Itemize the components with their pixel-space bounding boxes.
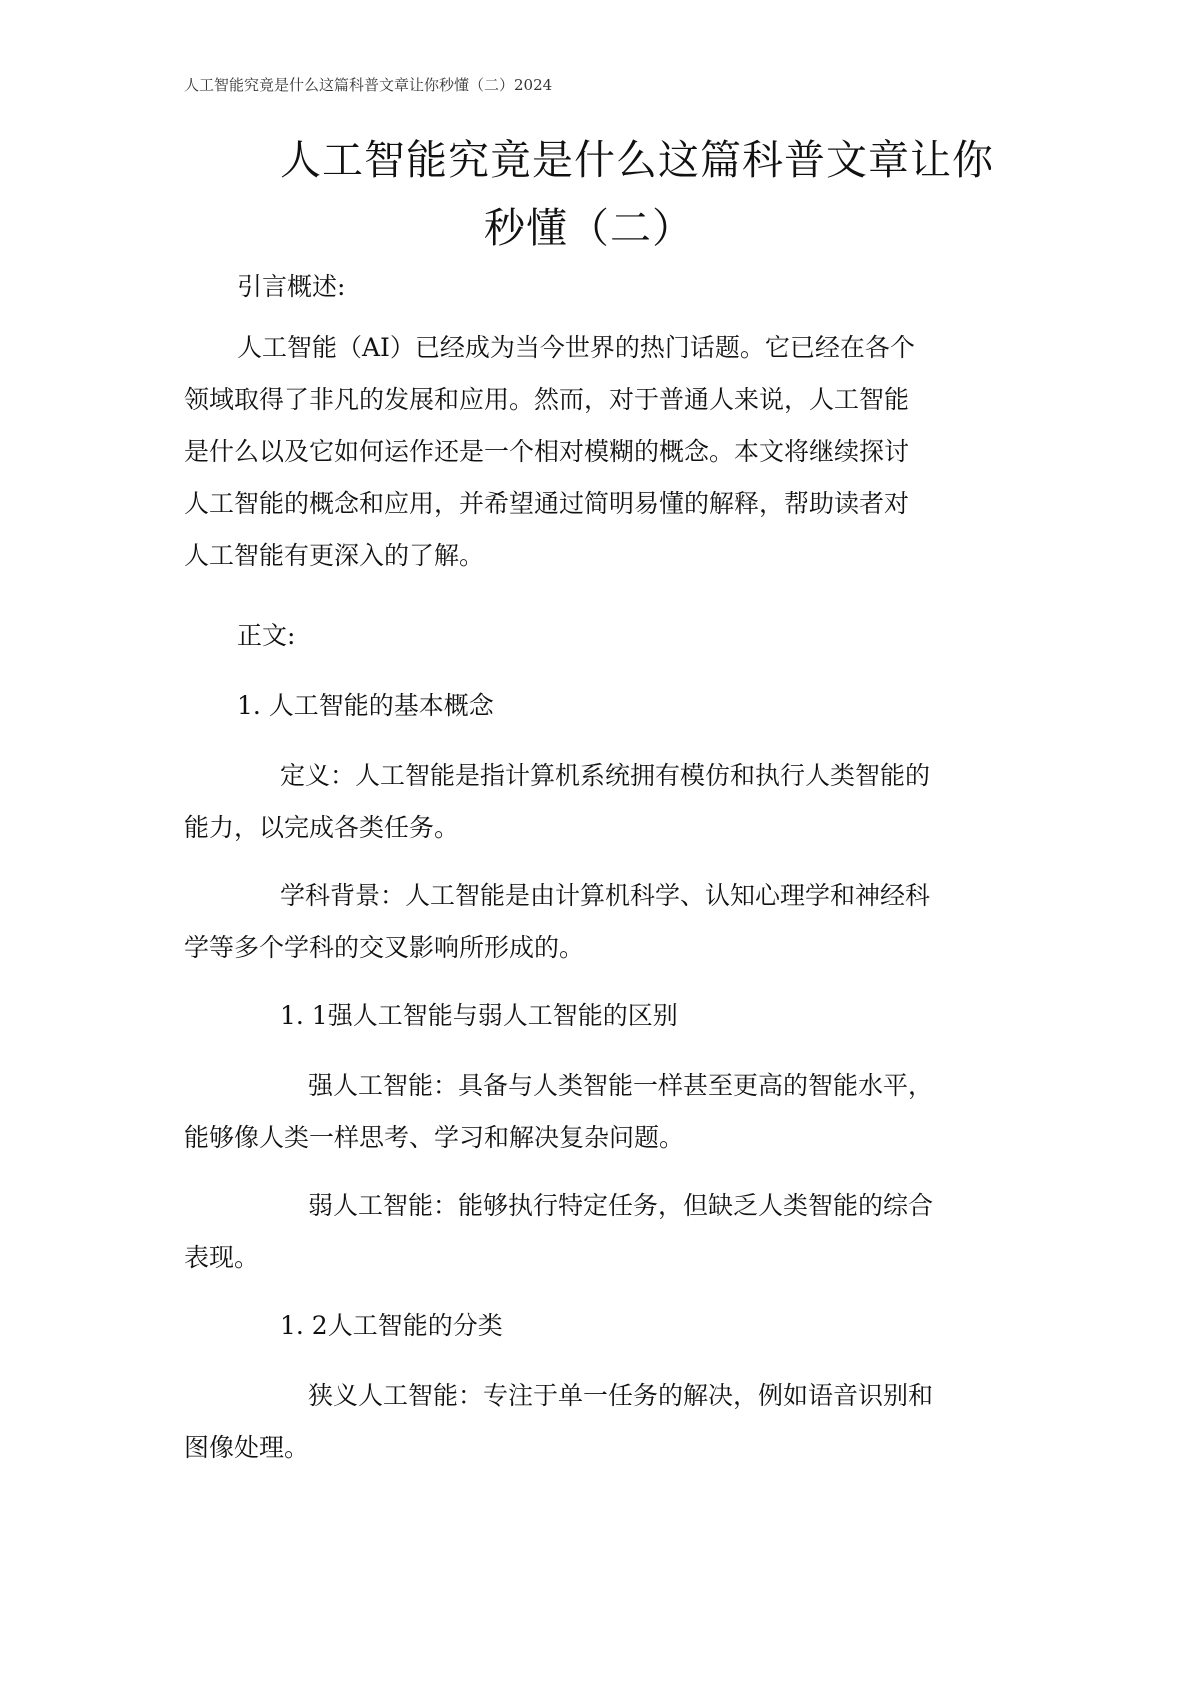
intro-line-5: 人工智能有更深入的了解。 [184, 541, 485, 570]
narrow-ai-line-2: 图像处理。 [184, 1433, 310, 1462]
intro-line-4: 人工智能的概念和应用，并希望通过简明易懂的解释，帮助读者对 [184, 489, 910, 518]
intro-line-3: 是什么以及它如何运作还是一个相对模糊的概念。本文将继续探讨 [184, 437, 910, 466]
definition-line-2: 能力，以完成各类任务。 [184, 813, 460, 842]
intro-line-2: 领域取得了非凡的发展和应用。然而，对于普通人来说，人工智能 [184, 385, 910, 414]
title-line-2: 秒懂（二） [484, 204, 694, 252]
title-line-1: 人工智能究竟是什么这篇科普文章让你 [280, 136, 994, 184]
strong-ai-line-1: 强人工智能：具备与人类智能一样甚至更高的智能水平， [308, 1071, 934, 1100]
definition-line-1: 定义：人工智能是指计算机系统拥有模仿和执行人类智能的 [280, 761, 931, 790]
intro-line-1: 人工智能（AI）已经成为当今世界的热门话题。它已经在各个 [237, 333, 915, 362]
weak-ai-line-2: 表现。 [184, 1243, 260, 1272]
subsection-1-2-heading: 1. 2人工智能的分类 [280, 1311, 503, 1340]
section-1-heading: 1. 人工智能的基本概念 [237, 691, 494, 720]
strong-ai-line-2: 能够像人类一样思考、学习和解决复杂问题。 [184, 1123, 685, 1152]
subsection-1-1-heading: 1. 1强人工智能与弱人工智能的区别 [280, 1001, 678, 1030]
narrow-ai-line-1: 狭义人工智能：专注于单一任务的解决，例如语音识别和 [308, 1381, 934, 1410]
background-line-2: 学等多个学科的交叉影响所形成的。 [184, 933, 585, 962]
intro-heading: 引言概述: [237, 272, 346, 301]
main-heading: 正文: [237, 621, 296, 650]
running-header: 人工智能究竟是什么这篇科普文章让你秒懂（二）2024 [184, 76, 553, 94]
weak-ai-line-1: 弱人工智能：能够执行特定任务，但缺乏人类智能的综合 [308, 1191, 934, 1220]
background-line-1: 学科背景：人工智能是由计算机科学、认知心理学和神经科 [280, 881, 931, 910]
